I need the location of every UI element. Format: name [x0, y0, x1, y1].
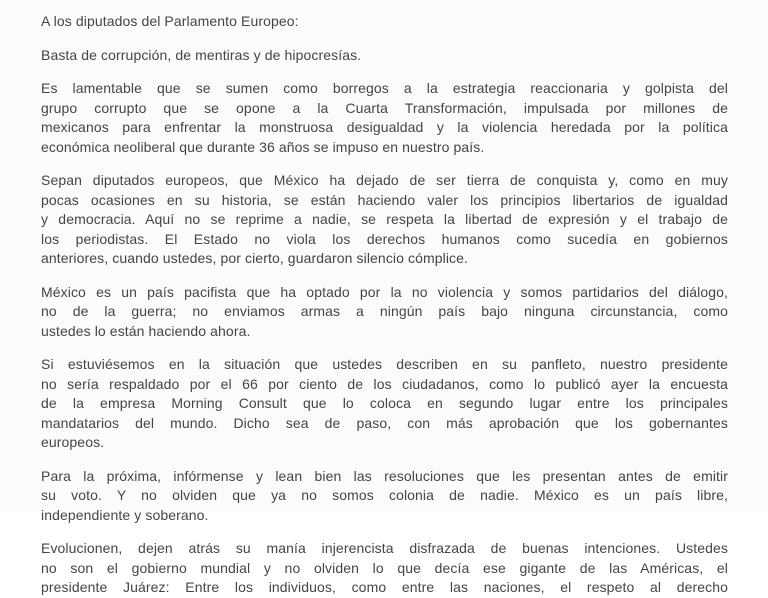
letter-line: europeos.: [41, 434, 105, 450]
letter-line: Sepan diputados europeos, que México ha dejado de ser tierra de conquista y, como en muy: [41, 172, 728, 188]
letter-line: no de la guerra; no enviamos armas a ningún país bajo ninguna circunstancia, como: [41, 303, 728, 319]
letter-line: y democracia. Aquí no se reprime a nadie, se respeta la libertad de expresión y el trabajo de: [41, 211, 728, 227]
letter-line: anteriores, cuando ustedes, por cierto, guardaron silencio cómplice.: [41, 250, 469, 266]
letter-line: pocas ocasiones en su historia, se están haciendo valer los principios libertarios de igualdad: [41, 191, 728, 208]
letter-line: México es un país pacifista que ha optado por la no violencia y somos partidarios del diálogo,: [41, 283, 728, 300]
letter-line: económica neoliberal que durante 36 años se impuso en nuestro país.: [41, 138, 485, 155]
letter-line: Basta de corrupción, de mentiras y de hipocresías.: [41, 46, 362, 63]
letter-line: Evolucionen, dejen atrás su manía injerencista disfrazada de buenas intenciones. Ustedes: [41, 540, 728, 556]
letter-line: grupo corrupto que se opone a la Cuarta Transformación, impulsada por millones de: [41, 99, 728, 116]
letter-line: independiente y soberano.: [41, 506, 209, 523]
letter-line: Si estuviésemos en la situación que ustedes describen en su panfleto, nuestro presidente: [41, 356, 728, 372]
letter-line: ustedes lo están haciendo ahora.: [41, 322, 251, 339]
letter-line: mandatarios del mundo. Dicho sea de paso, con más aprobación que los gobernantes: [41, 414, 728, 431]
letter-line: no son el gobierno mundial y no olviden lo que decía ese gigante de las Américas, el: [41, 559, 728, 576]
letter-line: no sería respaldado por el 66 por ciento de los ciudadanos, como lo publicó ayer la encuesta: [41, 375, 728, 392]
letter-line: Es lamentable que se sumen como borregos a la estrategia reaccionaria y golpista del: [41, 80, 728, 96]
letter-line: mexicanos para enfrentar la monstruosa desigualdad y la violencia heredada por la política: [41, 119, 728, 135]
letter-line: su voto. Y no olviden que ya no somos colonia de nadie. México es un país libre,: [41, 487, 728, 503]
letter-line: de la empresa Morning Consult que lo coloca en segundo lugar entre los principales: [41, 395, 728, 411]
letter-line-clipped: presidente Juárez: Entre los individuos, como entre las naciones, el respeto al derecho: [41, 579, 728, 595]
letter-line: los periodistas. El Estado no viola los derechos humanos como sucedía en gobiernos: [41, 230, 728, 247]
letter-line: A los diputados del Parlamento Europeo:: [41, 13, 299, 29]
letter-line: Para la próxima, infórmense y lean bien las resoluciones que les presentan antes de emitir: [41, 467, 728, 484]
